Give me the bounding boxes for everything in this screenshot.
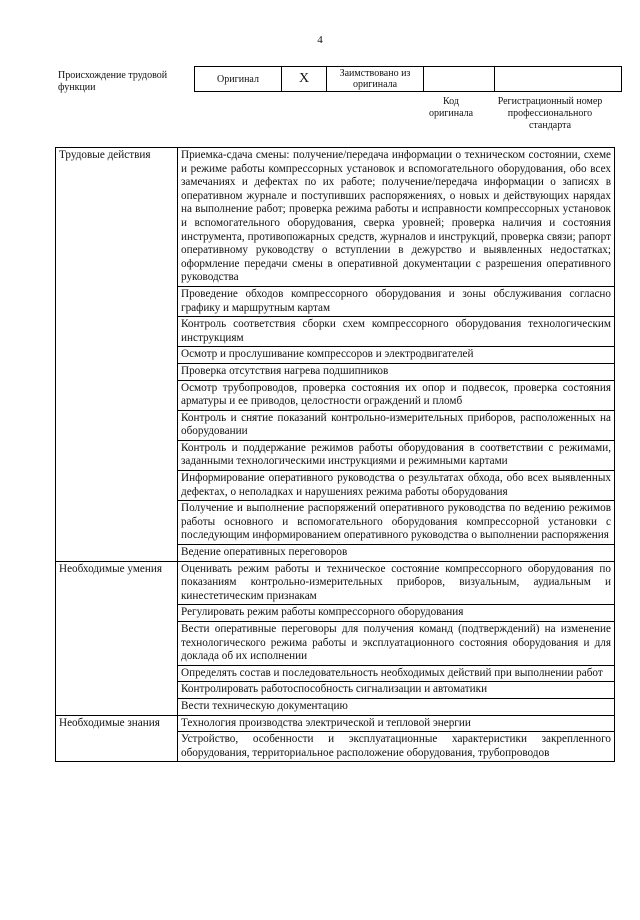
origin-label: Происхождение трудовой функции: [58, 70, 168, 93]
section-item: Определять состав и последовательность необходимых действий при выполнении работ: [178, 665, 615, 682]
table-row: [56, 148, 615, 287]
function-table: [55, 147, 615, 762]
table-row: [56, 715, 615, 732]
section-item: Контролировать работоспособность сигнализации и автоматики: [178, 682, 615, 699]
section-item: Вести оперативные переговоры для получения команд (подтверждений) на изменение технологического режима работы и эксплуатационного состояния оборудования и для доклада об их исполнении: [178, 622, 615, 666]
original-cell: Оригинал: [195, 67, 282, 92]
section-item: Ведение оперативных переговоров: [178, 545, 615, 562]
borrowed-cell: Заимствовано из оригинала: [327, 67, 424, 92]
code-caption: Код оригинала: [428, 96, 474, 119]
section-item: Контроль и снятие показаний контрольно-измерительных приборов, расположенных на оборудовании: [178, 410, 615, 440]
section-title: Необходимые знания: [56, 715, 178, 762]
original-mark: X: [282, 67, 327, 92]
section-item: Информирование оперативного руководства о результатах обхода, обо всех выявленных дефектах, о неполадках и нарушениях режима работы оборудования: [178, 471, 615, 501]
section-item: Осмотр и прослушивание компрессоров и электродвигателей: [178, 347, 615, 364]
table-row: [56, 561, 615, 605]
section-item: Оценивать режим работы и техническое состояние компрессорного оборудования по показаниям контрольно-измерительных приборов, визуальным, аудиальным и кинестетическим признакам: [178, 561, 615, 605]
section-item: Контроль соответствия сборки схем компрессорного оборудования технологическим инструкциям: [178, 317, 615, 347]
section-item: Получение и выполнение распоряжений оперативного руководства по ведению режимов работы основного и вспомогательного оборудования компрессорной установки с последующим информированием оперативного руководства о выполнении распоряжения: [178, 501, 615, 545]
section-item: Вести техническую документацию: [178, 698, 615, 715]
section-item: Контроль и поддержание режимов работы оборудования в соответствии с режимами, заданными технологическими инструкциями и режимными картами: [178, 440, 615, 470]
section-item: Осмотр трубопроводов, проверка состояния их опор и подвесок, проверка состояния арматуры и ее приводов, целостности ограждений и пломб: [178, 380, 615, 410]
section-item: Технология производства электрической и тепловой энергии: [178, 715, 615, 732]
section-item: Проверка отсутствия нагрева подшипников: [178, 363, 615, 380]
reg-number-cell: [495, 67, 622, 92]
section-title: Необходимые умения: [56, 561, 178, 715]
section-item: Устройство, особенности и эксплуатационные характеристики закрепленного оборудования, территориальное расположение оборудования, трубопроводов: [178, 732, 615, 762]
reg-caption: Регистрационный номер профессионального стандарта: [497, 96, 603, 131]
section-title: Трудовые действия: [56, 148, 178, 562]
origin-table: [194, 66, 622, 92]
page-number: 4: [317, 34, 323, 46]
section-item: Приемка-сдача смены: получение/передача информации о техническом состоянии, схеме и режиме работы компрессорных установок и вспомогательного оборудования, обо всех замечаниях и дефектах по их работе; получение/передача информации о записях в оперативном журнале и поступивших распоряжениях, о новых и действующих нарядах на выполнение работ; проверка режима работы и исправности компрессорных установок и вспомогательного оборудования, сверка уровней; проверка наличия и состояния инструмента, противопожарных средств, журналов и инструкций, проверка связи; рапорт оперативному руководству о вступлении в дежурство и выявленных недостатках; оформление передачи смены в оперативной документации с разрешения оперативного руководства: [178, 148, 615, 287]
section-item: Регулировать режим работы компрессорного оборудования: [178, 605, 615, 622]
code-cell: [424, 67, 495, 92]
section-item: Проведение обходов компрессорного оборудования и зоны обслуживания согласно графику и маршрутным картам: [178, 286, 615, 316]
